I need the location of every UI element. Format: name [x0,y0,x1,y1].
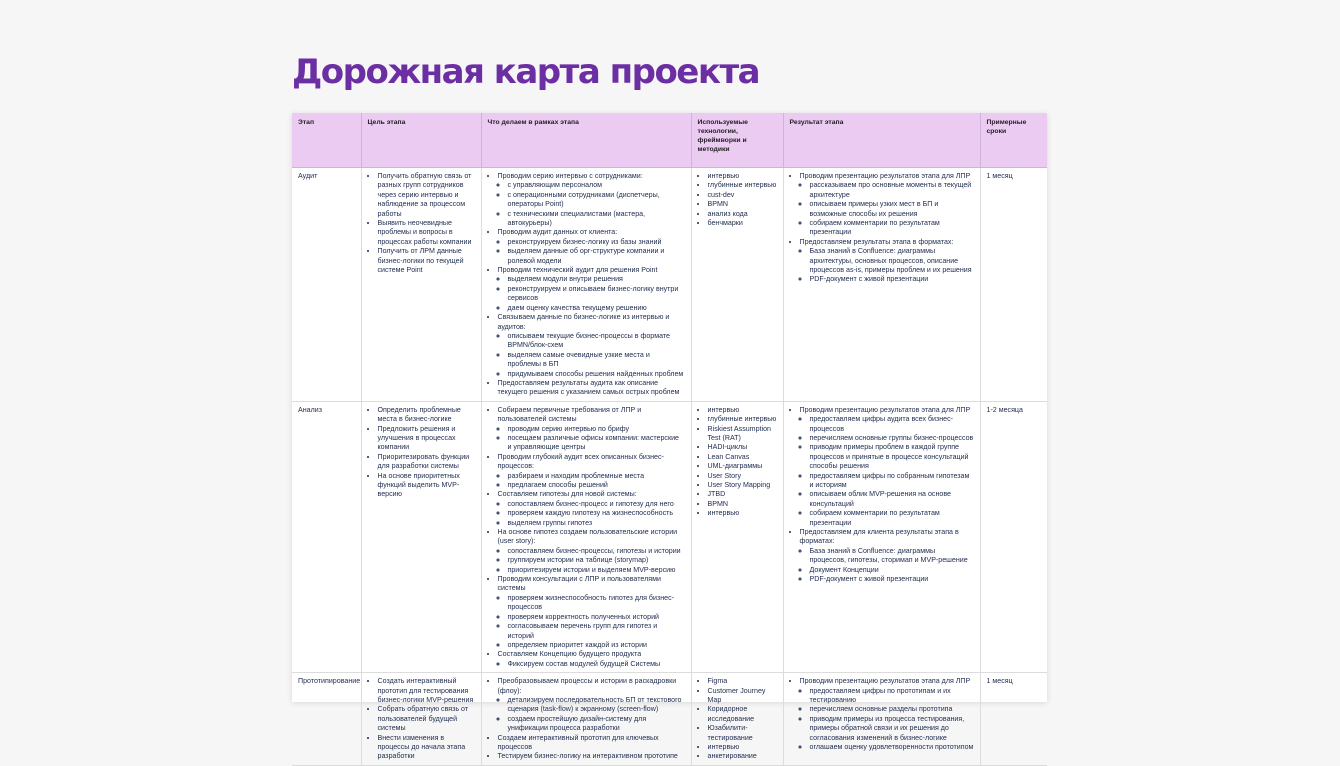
action-item [498,650,685,669]
tech-item: • анализ кода [708,210,777,219]
action-item-text: Проводим глубокий аудит всех описанных бизнес-процессов: [497,452,664,471]
result-item [800,172,974,238]
stage-cell [292,673,361,766]
action-item [498,490,685,528]
result-item-text: Предоставляем результаты этапа в форматах: [799,237,954,246]
actions-cell [481,168,691,402]
action-subitem: ◦ разбираем и находим проблемные места [508,472,685,481]
action-subitem: ◦ предлагаем способы решений [508,481,685,490]
header-goal: Цель этапа [361,113,481,168]
action-item-text: На основе гипотез создаем пользовательские истории (user story): [497,528,678,546]
action-subitem: ◦ группируем истории на таблице (storymap) [508,556,685,565]
action-sublist [498,594,685,650]
action-item [498,677,685,733]
goal-item: • Получить обратную связь от разных групп сотрудников через серию интервью и наблюдение за процессом работы [378,172,475,219]
result-subitem: ◦ оглашаем оценку удовлетворенности прототипом [810,743,974,752]
goal-list [368,406,475,500]
action-sublist [498,238,685,266]
action-subitem: ◦ приоритезируем истории и выделяем MVP-версию [508,566,685,575]
action-item-text: Предоставляем результаты аудита как описание текущего решения с указанием самых острых проблем [497,378,680,397]
action-item-text: Преобразовываем процессы и истории в раскадровки (флоу): [497,677,677,695]
action-subitem: ◦ с операционными сотрудниками (диспетчеры, операторы Point) [508,191,685,210]
tech-list [698,406,777,519]
goal-cell [361,401,481,672]
result-subitem: ◦ предоставляем цифры по собранным гипотезам и историям [810,472,974,491]
action-subitem: ◦ выделяем данные об орг-структуре компании и ролевой модели [508,247,685,266]
action-item-text: Создаем интерактивный прототип для ключевых процессов [497,733,659,751]
result-cell [783,401,980,672]
action-item [498,172,685,228]
duration-value: 1 месяц [986,677,1013,686]
action-subitem: ◦ выделяем самые очевидные узкие места и проблемы в БП [508,351,685,370]
action-item [498,734,685,753]
goal-item: • Собрать обратную связь от пользователей будущей системы [378,705,475,733]
result-item [800,238,974,285]
tech-item: • UML-диаграммы [708,462,777,471]
action-sublist [498,332,685,379]
tech-item: • JTBD [708,490,777,499]
result-item [800,406,974,528]
action-subitem: ◦ определяем приоритет каждой из истории [508,641,685,650]
table-row [292,673,1047,766]
action-subitem: ◦ детализируем последовательность БП от текстового сценария (task-flow) к экранному (screen-flow) [508,696,685,715]
action-subitem: ◦ даем оценку качества текущему решению [508,304,685,313]
goal-cell [361,168,481,402]
action-subitem: ◦ описываем текущие бизнес-процессы в формате BPMN/блок-схем [508,332,685,351]
result-subitem: ◦ описываем примеры узких мест в БП и возможные способы их решения [810,200,974,219]
goal-cell [361,673,481,766]
duration-cell [980,401,1047,672]
tech-item: • глубинные интервью [708,415,777,424]
tech-item: • интервью [708,509,777,518]
duration-value: 1-2 месяца [986,405,1023,414]
result-cell [783,673,980,766]
result-sublist [800,687,974,753]
result-subitem: ◦ приводим примеры из процесса тестирования, примеры обратной связи и их решения до согласования изменений в бизнес-логике [810,715,974,743]
tech-list [698,172,777,228]
action-subitem: ◦ проводим серию интервью по брифу [508,425,685,434]
tech-item: • BPMN [708,200,777,209]
result-subitem: ◦ перечисляем основные группы бизнес-процессов [810,434,974,443]
goal-item: • Приоритезировать функции для разработки системы [378,453,475,472]
action-item-text: Связываем данные по бизнес-логике из интервью и аудитов: [497,313,670,331]
action-item [498,228,685,266]
action-subitem: ◦ согласовываем перечень групп для гипотез и историй [508,622,685,641]
tech-item: • BPMN [708,500,777,509]
action-sublist [498,500,685,528]
goal-item: • Создать интерактивный прототип для тестирования бизнес-логики MVP-решения [378,677,475,705]
result-subitem: ◦ предоставляем цифры аудита всех бизнес-процессов [810,415,974,434]
header-duration: Примерные сроки [980,113,1047,168]
result-subitem: ◦ PDF-документ с живой презентации [810,575,974,584]
actions-cell [481,401,691,672]
tech-item: • Riskiest Assumption Test (RAT) [708,425,777,444]
result-item [800,677,974,752]
action-item [498,453,685,491]
action-subitem: ◦ сопоставляем бизнес-процесс и гипотезу для него [508,500,685,509]
goal-item: • Определить проблемные места в бизнес-логике [378,406,475,425]
roadmap-table [292,113,1047,766]
action-subitem: ◦ выделяем группы гипотез [508,519,685,528]
action-item [498,575,685,650]
result-sublist [800,415,974,528]
tech-item: • User Story Mapping [708,481,777,490]
tech-item: • Figma [708,677,777,686]
goal-item: • Внести изменения в процессы до начала этапа разработки [378,734,475,762]
action-subitem: ◦ Фиксируем состав модулей будущей Системы [508,660,685,669]
result-subitem: ◦ собираем комментарии по результатам презентации [810,509,974,528]
result-item-text: Проводим презентацию результатов этапа для ЛПР [799,172,971,180]
result-subitem: ◦ описываем облик MVP-решения на основе консультаций [810,490,974,509]
result-item-text: Предоставляем для клиента результаты этапа в форматах: [799,528,959,546]
goal-item: • На основе приоритетных функций выделить MVP-версию [378,472,475,500]
action-subitem: ◦ выделяем модули внутри решения [508,275,685,284]
action-subitem: ◦ с управляющим персоналом [508,181,685,190]
result-subitem: ◦ приводим примеры проблем в каждой группе процессов и принятые в процессе консультаций способы решения [810,443,974,471]
stage-name: Прототипирование [298,677,361,686]
action-item-text: Проводим технический аудит для решения Point [497,266,658,275]
tech-item: • интервью [708,172,777,181]
actions-cell [481,673,691,766]
result-list [790,677,974,752]
tech-item: • Customer Journey Map [708,687,777,706]
action-item-text: Проводим аудит данных от клиента: [497,228,618,237]
tech-item: • Lean Canvas [708,453,777,462]
action-subitem: ◦ с техническими специалистами (мастера, автокурьеры) [508,210,685,229]
action-sublist [498,547,685,575]
result-subitem: ◦ Документ Концепции [810,566,974,575]
result-item-text: Проводим презентацию результатов этапа для ЛПР [799,677,971,686]
tech-item: • бенчмарки [708,219,777,228]
tech-item: • интервью [708,406,777,415]
action-subitem: ◦ создаем простейшую дизайн-систему для унификации процесса разработки [508,715,685,734]
tech-item: • HADI-циклы [708,443,777,452]
action-subitem: ◦ реконструируем бизнес-логику из базы знаний [508,238,685,247]
action-item-text: Составляем Концепцию будущего продукта [497,650,642,659]
duration-value: 1 месяц [986,172,1013,180]
result-subitem: ◦ рассказываем про основные моменты в текущей архитектуре [810,181,974,200]
header-actions: Что делаем в рамках этапа [481,113,691,168]
result-subitem: ◦ База знаний в Confluence: диаграммы процессов, гипотезы, сторимап и MVP-решение [810,547,974,566]
result-cell [783,168,980,402]
stage-name: Аудит [298,172,318,180]
result-subitem: ◦ предоставляем цифры по прототипам и их тестированию [810,687,974,706]
action-item-text: Тестируем бизнес-логику на интерактивном прототипе [497,752,678,761]
action-item-text: Проводим серию интервью с сотрудниками: [497,172,643,180]
goal-list [368,172,475,275]
action-subitem: ◦ посещаем различные офисы компании: мастерские и управляющие центры [508,434,685,453]
tech-item: • анкетирование [708,752,777,761]
tech-cell [691,401,783,672]
action-list [488,406,685,669]
header-tech: Используемые технологии, фреймворки и методики [691,113,783,168]
action-subitem: ◦ реконструируем и описываем бизнес-логику внутри сервисов [508,285,685,304]
header-stage: Этап [292,113,361,168]
result-subitem: ◦ перечисляем основные разделы прототипа [810,705,974,714]
result-list [790,406,974,585]
tech-item: • User Story [708,472,777,481]
action-item [498,752,685,761]
tech-item: • Коридорное исследование [708,705,777,724]
goal-item: • Получить от ЛРМ данные бизнес-логики по текущей системе Point [378,247,475,275]
result-subitem: ◦ собираем комментарии по результатам презентации [810,219,974,238]
goal-item: • Предложить решения и улучшения в процессах компании [378,425,475,453]
table-header-row [292,113,1047,168]
action-item [498,266,685,313]
action-subitem: ◦ проверяем жизнеспособность гипотез для бизнес-процессов [508,594,685,613]
action-subitem: ◦ проверяем корректность полученных историй [508,613,685,622]
action-subitem: ◦ проверяем каждую гипотезу на жизнеспособность [508,509,685,518]
roadmap-sheet [292,113,1047,761]
page-title: Дорожная карта проекта [292,52,760,92]
result-subitem: ◦ База знаний в Confluence: диаграммы архитектуры, основных процессов, описание процессов as-is, примеры проблем и их решения [810,247,974,275]
tech-item: • Юзабилити-тестирование [708,724,777,743]
result-sublist [800,181,974,237]
stage-cell [292,168,361,402]
tech-item: • интервью [708,743,777,752]
table-row [292,168,1047,402]
tech-item: • cust-dev [708,191,777,200]
action-sublist [498,696,685,734]
result-list [790,172,974,285]
action-item-text: Проводим консультации с ЛПР и пользователями системы [497,575,661,593]
action-item [498,406,685,453]
result-sublist [800,247,974,285]
duration-cell [980,168,1047,402]
goal-list [368,677,475,762]
action-item-text: Составляем гипотезы для новой системы: [497,490,637,499]
action-list [488,172,685,398]
tech-list [698,677,777,762]
action-subitem: ◦ придумываем способы решения найденных проблем [508,370,685,379]
stage-cell [292,401,361,672]
duration-cell [980,673,1047,766]
action-sublist [498,275,685,313]
tech-cell [691,673,783,766]
table-row [292,401,1047,672]
header-result: Результат этапа [783,113,980,168]
goal-item: • Выявить неочевидные проблемы и вопросы в процессах работы компании [378,219,475,247]
action-subitem: ◦ сопоставляем бизнес-процессы, гипотезы и истории [508,547,685,556]
tech-cell [691,168,783,402]
action-list [488,677,685,762]
result-subitem: ◦ PDF-документ с живой презентации [810,275,974,284]
tech-item: • глубинные интервью [708,181,777,190]
action-sublist [498,181,685,228]
result-item [800,528,974,584]
action-item [498,313,685,379]
stage-name: Анализ [298,405,322,414]
action-item [498,528,685,575]
action-item [498,379,685,398]
action-sublist [498,472,685,491]
action-item-text: Собираем первичные требования от ЛПР и пользователей системы [497,405,642,424]
action-sublist [498,425,685,453]
action-sublist [498,660,685,669]
result-item-text: Проводим презентацию результатов этапа для ЛПР [799,405,971,414]
result-sublist [800,547,974,585]
